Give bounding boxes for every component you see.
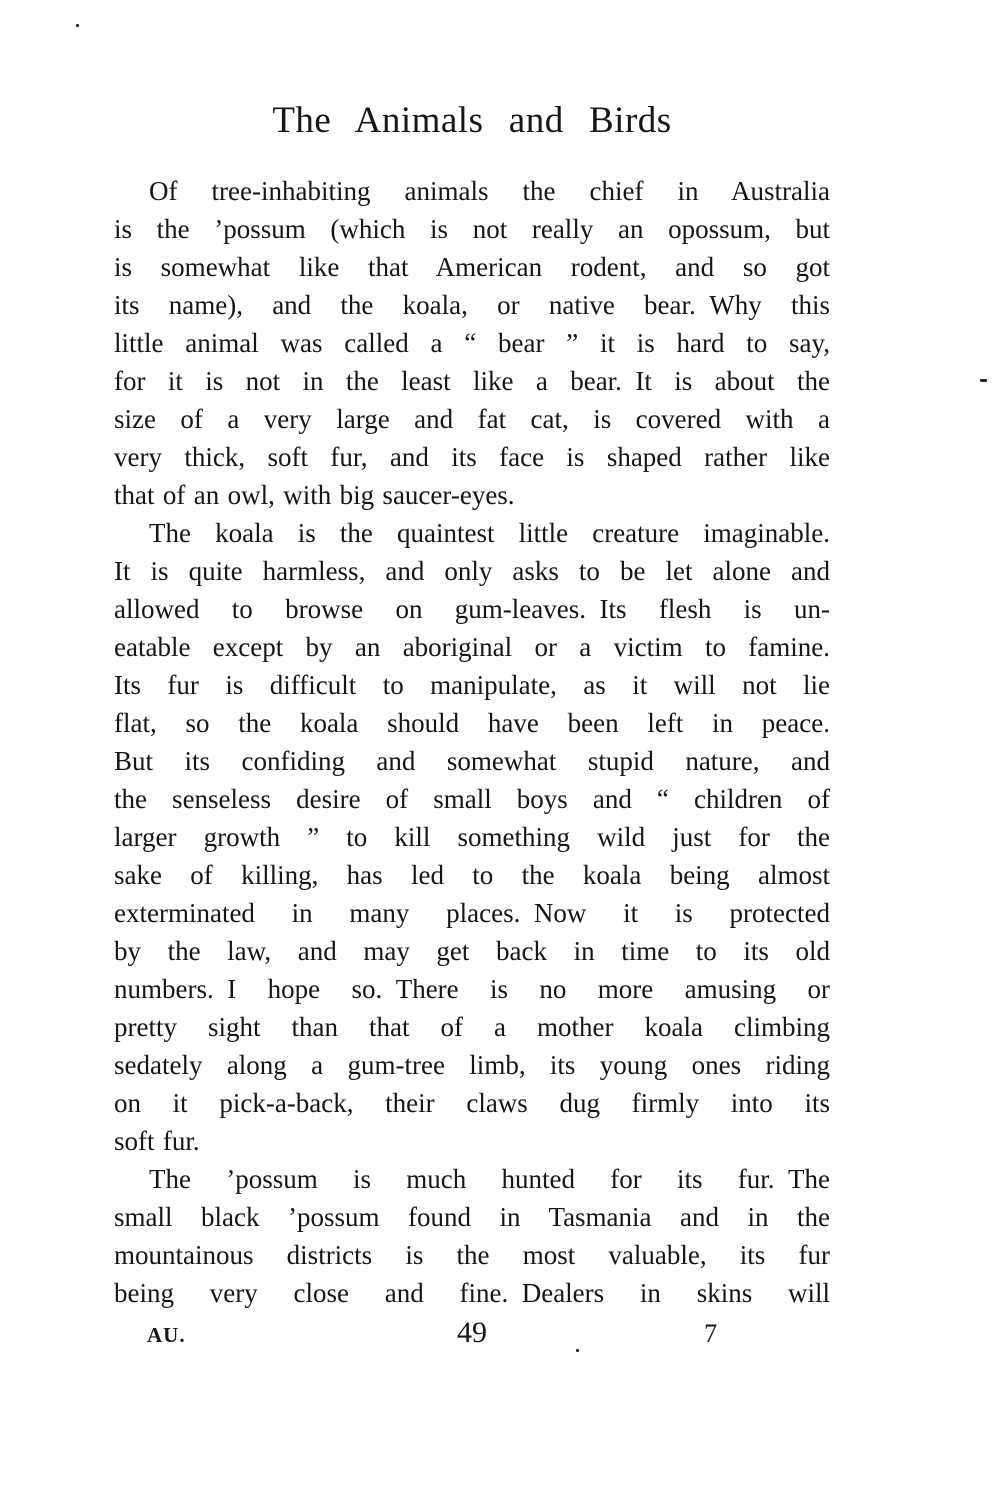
text-line: The koala is the quaintest little creature imaginable. — [149, 518, 830, 548]
page-number: 49 — [456, 1316, 487, 1349]
text-line: larger growth ” to kill something wild just for the — [114, 822, 830, 852]
text-line: small black ’possum found in Tasmania and in the — [114, 1202, 830, 1232]
text-line: soft fur. — [114, 1126, 200, 1156]
text-line: Of tree-inhabiting animals the chief in Australia — [149, 176, 830, 206]
scan-speck — [980, 379, 987, 382]
text-line: Its fur is difficult to manipulate, as it will not lie — [114, 670, 830, 700]
text-line: being very close and fine. Dealers in skins will — [114, 1278, 830, 1308]
text-line: It is quite harmless, and only asks to be let alone and — [114, 556, 830, 586]
text-line: But its confiding and somewhat stupid nature, and — [114, 746, 830, 776]
text-line: mountainous districts is the most valuable, its fur — [114, 1240, 830, 1270]
text-line: allowed to browse on gum-leaves. Its flesh is un- — [114, 594, 830, 624]
text-line: exterminated in many places. Now it is protected — [114, 898, 830, 928]
gathering-number: 7 — [704, 1319, 718, 1348]
text-line: sake of killing, has led to the koala being almost — [114, 860, 830, 890]
page-title: The Animals and Birds — [272, 100, 672, 141]
text-line: flat, so the koala should have been left in peace. — [114, 708, 830, 738]
text-line: pretty sight than that of a mother koala climbing — [114, 1012, 830, 1042]
text-line: little animal was called a “ bear ” it is hard to say, — [114, 328, 830, 358]
text-line: The ’possum is much hunted for its fur. The — [149, 1164, 830, 1194]
text-line: the senseless desire of small boys and “ children of — [114, 784, 830, 814]
text-line: is somewhat like that American rodent, and so got — [114, 252, 830, 282]
body-text — [114, 172, 830, 1312]
page-footer — [114, 1316, 830, 1350]
text-line: size of a very large and fat cat, is covered with a — [114, 404, 830, 434]
text-line: sedately along a gum-tree limb, its young ones riding — [114, 1050, 830, 1080]
text-block — [114, 96, 830, 1312]
text-line: on it pick-a-back, their claws dug firmly into its — [114, 1088, 830, 1118]
text-line: that of an owl, with big saucer-eyes. — [114, 480, 515, 510]
scan-speck — [76, 24, 79, 27]
text-line: its name), and the koala, or native bear. Why this — [114, 290, 830, 320]
text-line: for it is not in the least like a bear. It is about the — [114, 366, 830, 396]
text-line: numbers. I hope so. There is no more amusing or — [114, 974, 830, 1004]
text-line: eatable except by an aboriginal or a victim to famine. — [114, 632, 830, 662]
text-line: very thick, soft fur, and its face is shaped rather like — [114, 442, 830, 472]
printer-signature-mark: AU. — [147, 1323, 186, 1347]
text-line: by the law, and may get back in time to its old — [114, 936, 830, 966]
text-line: is the ’possum (which is not really an opossum, but — [114, 214, 830, 244]
